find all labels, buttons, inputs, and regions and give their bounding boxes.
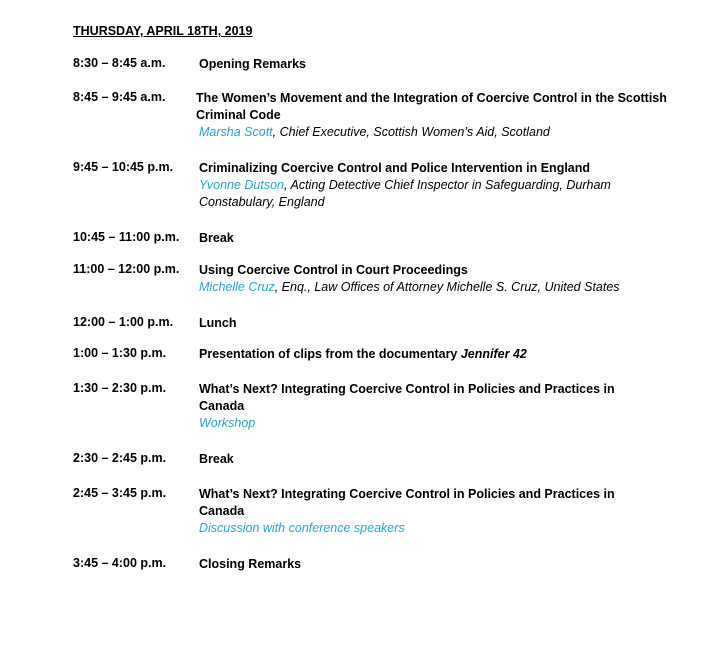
session-title: Using Coercive Control in Court Proceedings bbox=[199, 263, 468, 277]
session-title: Break bbox=[199, 231, 234, 245]
session-title bbox=[199, 346, 699, 363]
session-time: 11:00 – 12:00 p.m. bbox=[73, 262, 180, 276]
session-title: What’s Next? Integrating Coercive Control in Policies and Practices in Canada bbox=[199, 487, 615, 518]
session-time: 9:45 – 10:45 p.m. bbox=[73, 160, 174, 174]
speaker-role: , Chief Executive, Scottish Women’s Aid, Scotland bbox=[272, 125, 550, 139]
session-note: Discussion with conference speakers bbox=[199, 521, 405, 535]
speaker-role: , Acting Detective Chief Inspector in Safeguarding, Durham Constabulary, England bbox=[199, 178, 611, 209]
session-title-text: Presentation of clips from the documentary bbox=[199, 347, 461, 361]
session-time: 10:45 – 11:00 p.m. bbox=[73, 230, 180, 244]
documentary-title: Jennifer 42 bbox=[460, 347, 527, 361]
session-title: Lunch bbox=[199, 316, 237, 330]
session-time: 12:00 – 1:00 p.m. bbox=[73, 315, 174, 329]
speaker-role: , Enq., Law Offices of Attorney Michelle S. Cruz, United States bbox=[274, 280, 620, 294]
session-title: The Women’s Movement and the Integration of Coercive Control in the Scottish Criminal Code bbox=[196, 91, 667, 122]
speaker-name: Michelle Cruz bbox=[199, 280, 275, 294]
session-speaker-line bbox=[199, 279, 699, 296]
session-title: Opening Remarks bbox=[199, 57, 306, 71]
session-time: 8:30 – 8:45 a.m. bbox=[73, 56, 166, 70]
session-time: 1:30 – 2:30 p.m. bbox=[73, 381, 167, 395]
session-time: 8:45 – 9:45 a.m. bbox=[73, 90, 166, 104]
session-title: Criminalizing Coercive Control and Police Intervention in England bbox=[199, 161, 591, 175]
session-title: What’s Next? Integrating Coercive Control in Policies and Practices in Canada bbox=[199, 382, 615, 413]
session-note: Workshop bbox=[199, 416, 256, 430]
session-time: 2:45 – 3:45 p.m. bbox=[73, 486, 167, 500]
speaker-name: Yvonne Dutson bbox=[199, 178, 285, 192]
session-title: Break bbox=[199, 452, 234, 466]
session-speaker-line bbox=[196, 124, 696, 141]
session-speaker-line bbox=[199, 177, 644, 211]
session-time: 2:30 – 2:45 p.m. bbox=[73, 451, 167, 465]
session-time: 3:45 – 4:00 p.m. bbox=[73, 556, 167, 570]
speaker-name: Marsha Scott bbox=[199, 125, 273, 139]
schedule-date-heading: THURSDAY, APRIL 18TH, 2019 bbox=[73, 24, 253, 38]
session-time: 1:00 – 1:30 p.m. bbox=[73, 346, 167, 360]
session-title: Closing Remarks bbox=[199, 557, 302, 571]
